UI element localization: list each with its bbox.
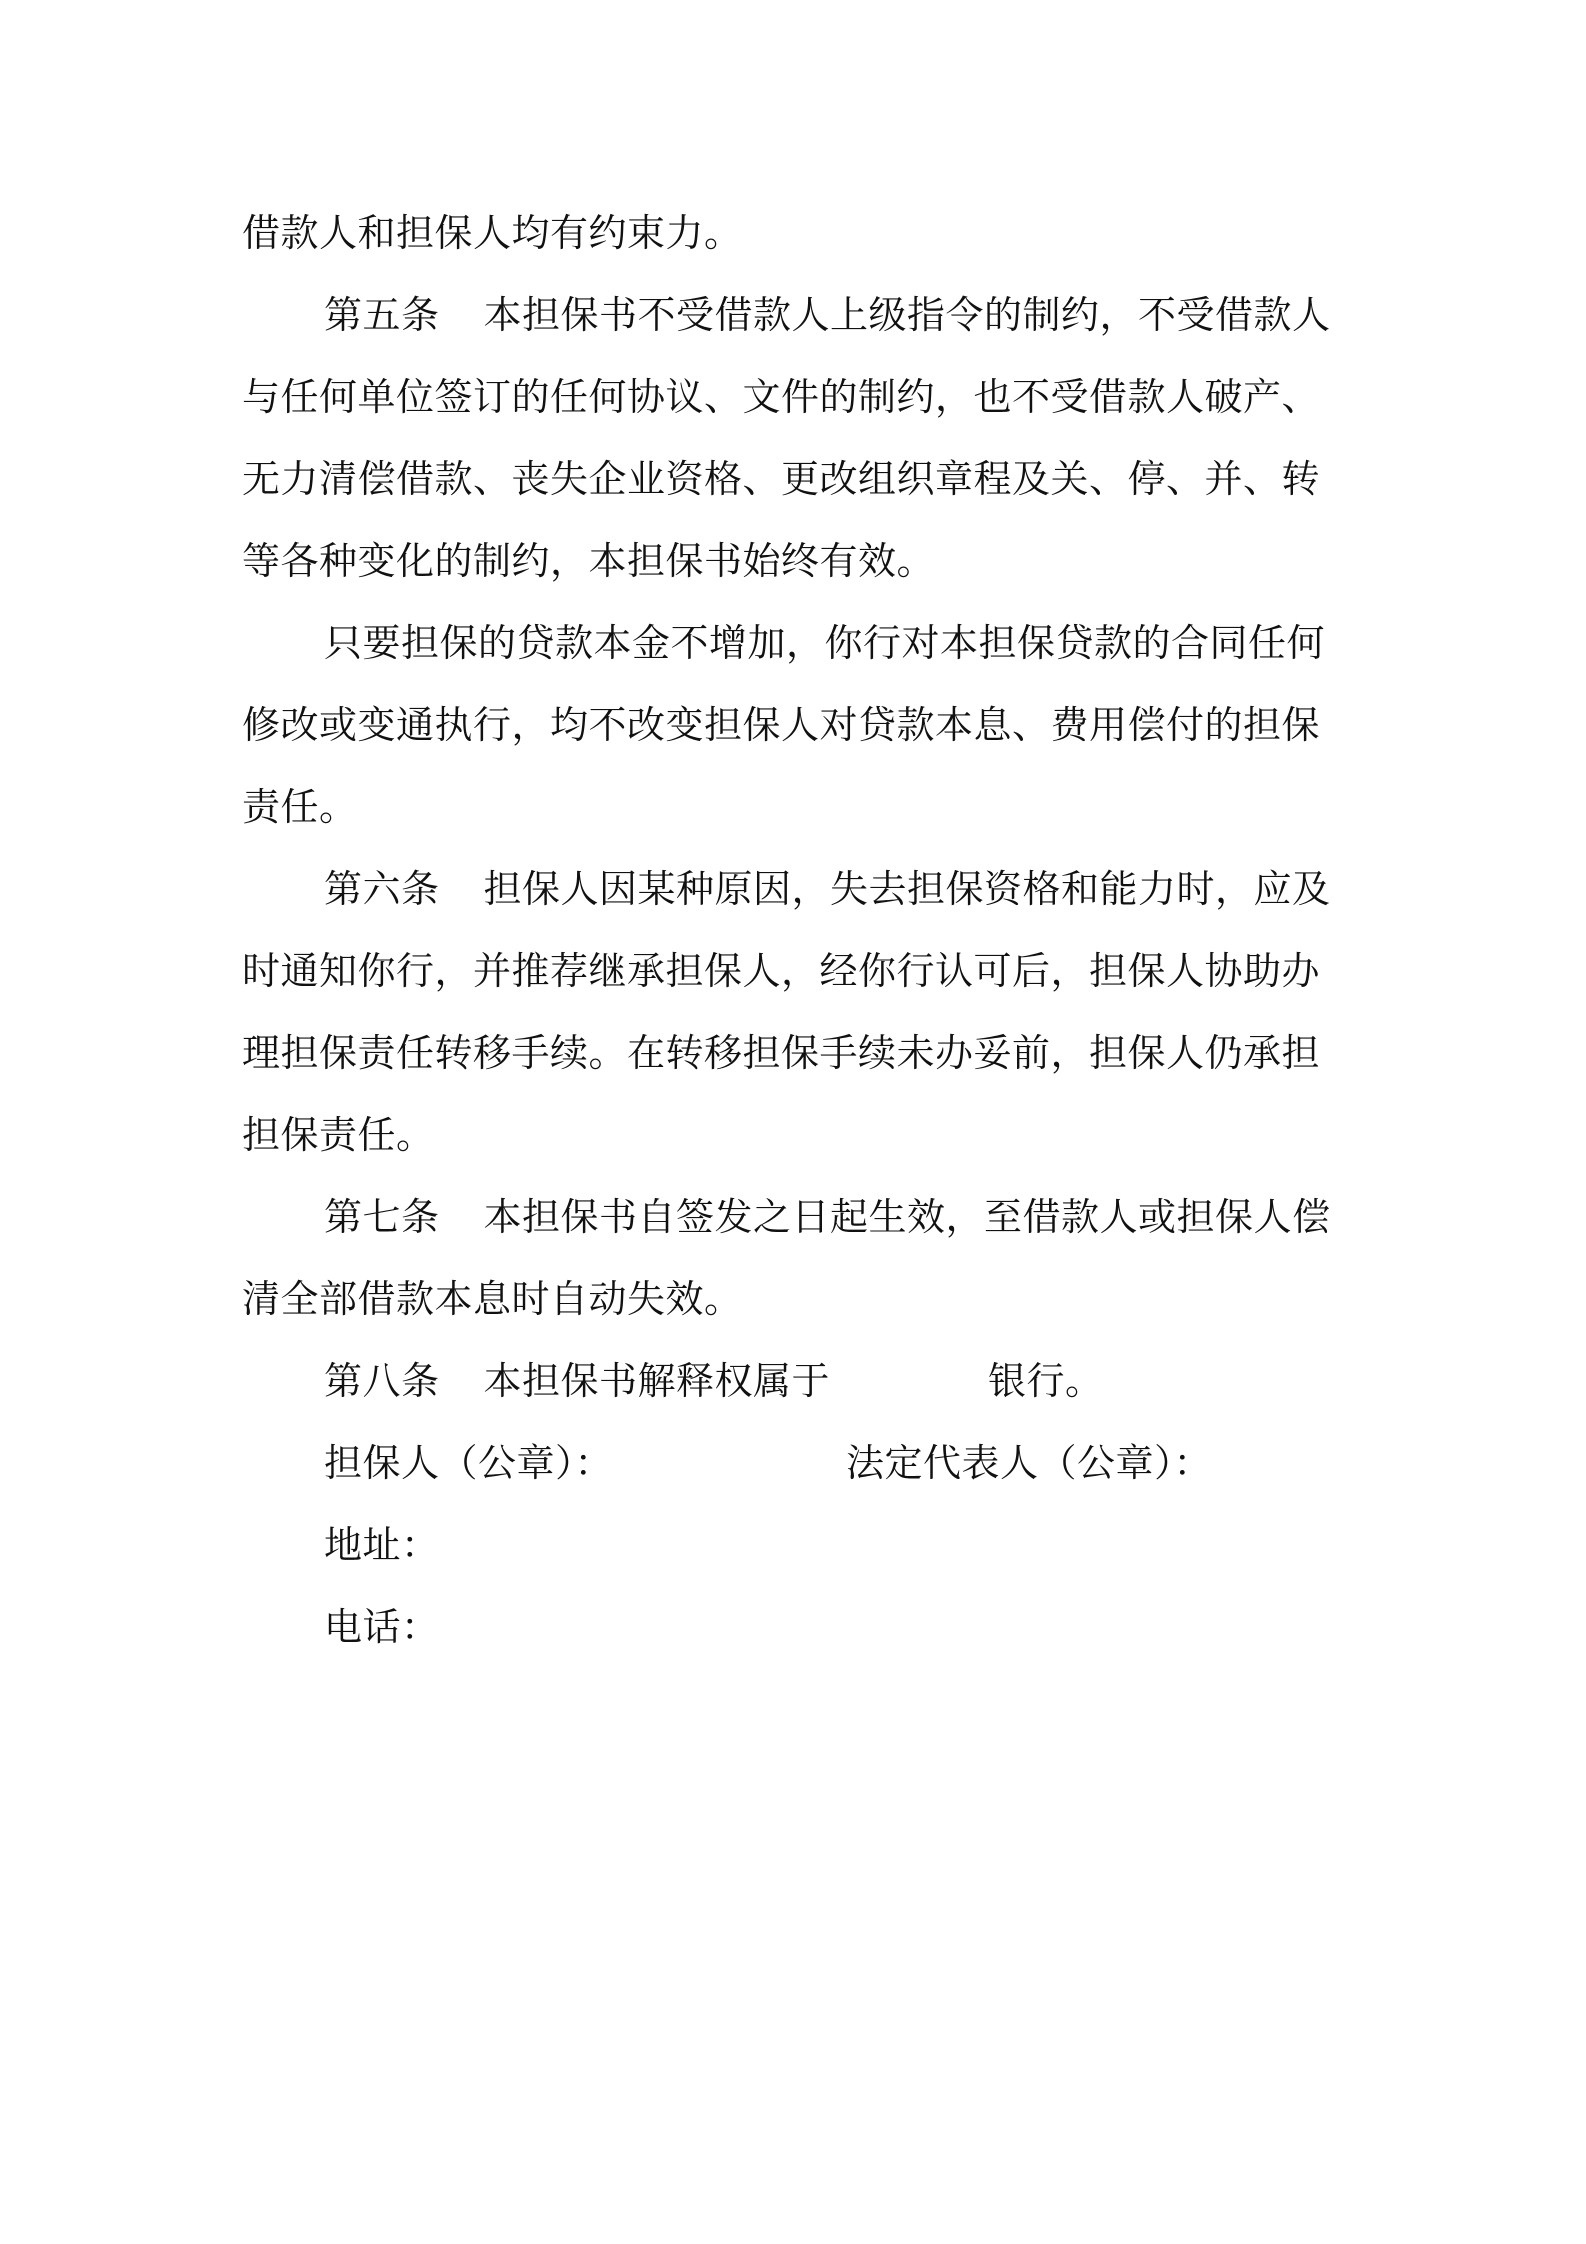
line-text: 担保责任。 xyxy=(242,1113,435,1157)
phone-label: 电话： xyxy=(324,1605,440,1649)
paragraph-loan-line-1 xyxy=(324,618,1444,668)
article-six-line-3 xyxy=(242,1028,1362,1078)
signature-row xyxy=(324,1438,1444,1488)
line-text: 时通知你行，并推荐继承担保人，经你行认可后，担保人协助办 xyxy=(242,949,1321,993)
article-five-label: 第五条 xyxy=(324,293,440,337)
article-six-line-2 xyxy=(242,946,1362,996)
line-text: 本担保书自签发之日起生效，至借款人或担保人偿 xyxy=(483,1195,1331,1239)
line-text: 清全部借款本息时自动失效。 xyxy=(242,1277,743,1321)
bank-suffix: 银行。 xyxy=(988,1359,1104,1403)
article-eight-label: 第八条 xyxy=(324,1359,440,1403)
guarantor-seal-label: 担保人（公章）： xyxy=(324,1441,614,1485)
paragraph-loan-line-2 xyxy=(242,700,1362,750)
article-five-line-3 xyxy=(242,454,1362,504)
line-text: 责任。 xyxy=(242,785,358,829)
line-text: 等各种变化的制约，本担保书始终有效。 xyxy=(242,539,936,583)
line-text: 借款人和担保人均有约束力。 xyxy=(242,211,743,255)
phone-row xyxy=(324,1602,1444,1652)
article-six-label: 第六条 xyxy=(324,867,440,911)
article-seven-line-2 xyxy=(242,1274,1362,1324)
address-label: 地址： xyxy=(324,1523,440,1567)
article-five-line-2 xyxy=(242,372,1362,422)
text-line-1 xyxy=(242,208,1362,258)
article-six-line-1 xyxy=(324,864,1444,914)
article-eight-line xyxy=(324,1356,1444,1406)
line-text: 本担保书解释权属于 xyxy=(483,1359,831,1403)
line-text: 与任何单位签订的任何协议、文件的制约，也不受借款人破产、 xyxy=(242,375,1321,419)
article-six-line-4 xyxy=(242,1110,1362,1160)
paragraph-loan-line-3 xyxy=(242,782,1362,832)
line-text: 本担保书不受借款人上级指令的制约，不受借款人 xyxy=(483,293,1331,337)
line-text: 理担保责任转移手续。在转移担保手续未办妥前，担保人仍承担 xyxy=(242,1031,1321,1075)
article-five-line-4 xyxy=(242,536,1362,586)
line-text: 无力清偿借款、丧失企业资格、更改组织章程及关、停、并、转 xyxy=(242,457,1321,501)
legal-representative-seal-label: 法定代表人（公章）： xyxy=(846,1441,1213,1485)
line-text: 修改或变通执行，均不改变担保人对贷款本息、费用偿付的担保 xyxy=(242,703,1321,747)
line-text: 只要担保的贷款本金不增加，你行对本担保贷款的合同任何 xyxy=(324,621,1326,665)
article-seven-label: 第七条 xyxy=(324,1195,440,1239)
article-seven-line-1 xyxy=(324,1192,1444,1242)
address-row xyxy=(324,1520,1444,1570)
line-text: 担保人因某种原因，失去担保资格和能力时，应及 xyxy=(483,867,1331,911)
article-five-line-1 xyxy=(324,290,1444,340)
